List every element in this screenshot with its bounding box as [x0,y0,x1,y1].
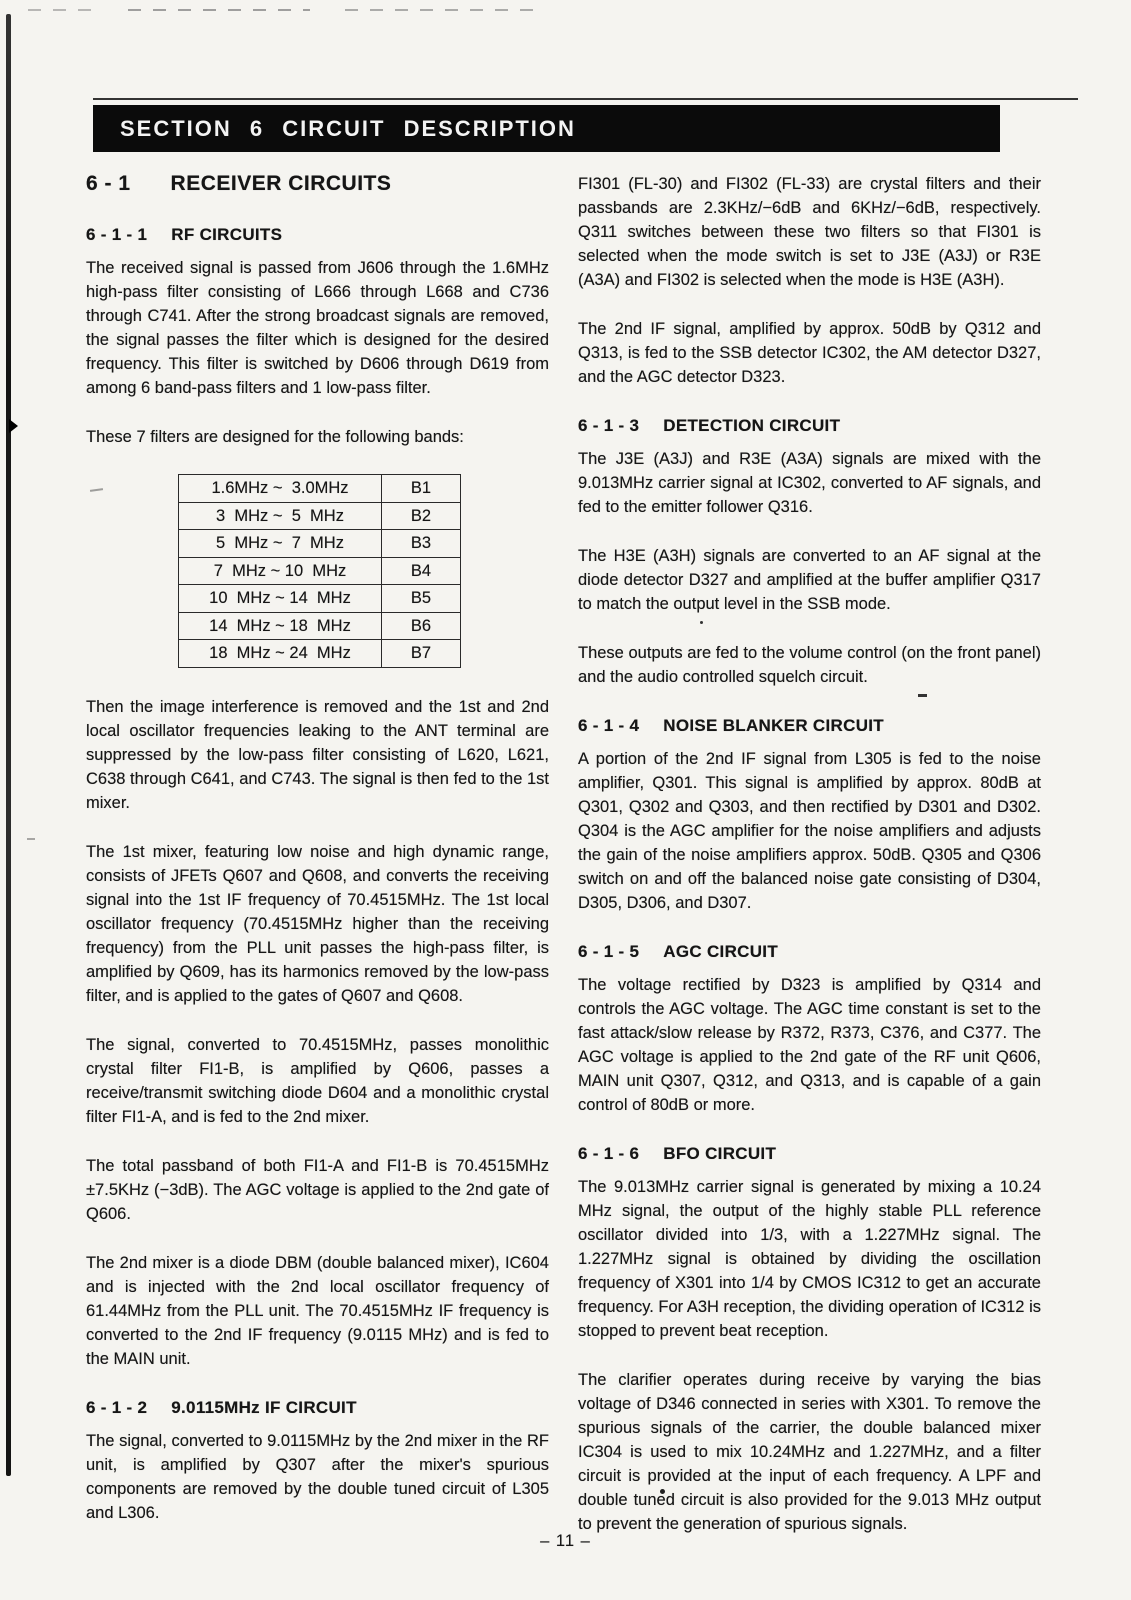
heading-title: RECEIVER CIRCUITS [170,172,392,195]
section-header-bar [93,105,1000,152]
band-range-cell: 5 MHz ~ 7 MHz [179,530,382,558]
heading-title: RF CIRCUITS [171,225,283,244]
heading-6-1-2-if-circuit [86,1396,549,1420]
scan-binding-notch [9,419,18,433]
heading-title: DETECTION CIRCUIT [663,416,841,435]
bfo-paragraph-1: The 9.013MHz carrier signal is generated by mixing a 10.24 MHz signal, the output of the highly stable PLL reference oscillator divided into 1/3, with a 1.227MHz signal. The 1.227MHz signal is obtained by dividing the oscillation frequency of X301 into 1/4 by CMOS IC312 to get an accurate frequency. For A3H reception, the dividing operation of IC312 is stopped to prevent beat reception. [578,1178,1041,1340]
if-circuit-paragraph-3: The 2nd IF signal, amplified by approx. 50dB by Q312 and Q313, is fed to the SSB detector IC302, the AM detector D327, and the AGC detector D323. [578,320,1041,386]
agc-paragraph-1: The voltage rectified by D323 is amplified by Q314 and controls the AGC voltage. The AGC time constant is set to the fast attack/slow release by R372, R373, C376, and C377. The AGC voltage is applied to the 2nd gate of the RF unit Q606, MAIN unit Q307, Q312, and Q313, and is capable of a gain control of 80dB or more. [578,976,1041,1114]
band-id-cell: B7 [382,640,461,668]
heading-number: 6 - 1 - 3 [578,416,640,435]
table-row [179,640,461,668]
table-row [179,585,461,613]
rf-circuits-paragraph-6: The total passband of both FI1-A and FI1-B is 70.4515MHz ±7.5KHz (−3dB). The AGC voltage is applied to the 2nd gate of Q606. [86,1156,549,1223]
band-id-cell: B5 [382,585,461,613]
heading-6-1-5-agc-circuit [578,940,1041,964]
band-id-cell: B4 [382,557,461,585]
band-range-cell: 3 MHz ~ 5 MHz [179,502,382,530]
heading-title: AGC CIRCUIT [663,942,779,961]
detection-paragraph-2: The H3E (A3H) signals are converted to an AF signal at the diode detector D327 and amplified at the buffer amplifier Q317 to match the output level in the SSB mode. [578,547,1041,613]
scan-speck [27,838,35,840]
heading-number: 6 - 1 [86,172,131,195]
left-column [86,172,549,1561]
heading-number: 6 - 1 - 1 [86,225,148,244]
rf-circuits-paragraph-1: The received signal is passed from J606 through the 1.6MHz high-pass filter consisting of L666 through L668 and C736 through C741. After the strong broadcast signals are removed, the signal passes the filter which is designed for the desired frequency. This filter is switched by D606 through D619 from among 6 band-pass filters and 1 low-pass filter. [86,259,549,397]
noise-blanker-paragraph-1: A portion of the 2nd IF signal from L305 is fed to the noise amplifier, Q301. This signal is amplified by approx. 80dB at Q301, Q302 and Q303, and then rectified by D301 and D302. Q304 is the AGC amplifier for the noise amplifiers and adjusts the gain of the noise amplifiers approx. 50dB. Q305 and Q306 switch on and off the balanced noise gate consisting of D304, D305, D306, and D307. [578,750,1041,912]
rf-circuits-paragraph-5: The signal, converted to 70.4515MHz, passes monolithic crystal filter FI1-B, is amplified by Q606, passes a receive/transmit switching diode D604 and a monolithic crystal filter FI1-A, and is fed to the 2nd mixer. [86,1035,549,1126]
detection-paragraph-3: These outputs are fed to the volume control (on the front panel) and the audio controlled squelch circuit. [578,644,1041,686]
band-id-cell: B6 [382,612,461,640]
table-row [179,557,461,585]
heading-6-1-receiver-circuits [86,172,549,196]
band-range-cell: 14 MHz ~ 18 MHz [179,612,382,640]
heading-number: 6 - 1 - 5 [578,942,640,961]
scan-binding-line [6,14,11,1476]
heading-6-1-6-bfo-circuit [578,1142,1041,1166]
band-id-cell: B3 [382,530,461,558]
rf-circuits-paragraph-4: The 1st mixer, featuring low noise and high dynamic range, consists of JFETs Q607 and Q608, and converts the receiving signal into the 1st IF frequency of 70.4515MHz. The 1st local oscillator frequency (70.4515MHz higher than the receiving frequency) from the PLL unit passes the high-pass filter, is amplified by Q609, has its harmonics removed by the low-pass filter, and is applied to the gates of Q607 and Q608. [86,842,549,1005]
scan-artifact-top-dashes [345,9,535,11]
table-row [179,612,461,640]
heading-6-1-1-rf-circuits [86,223,549,247]
band-range-cell: 1.6MHz ~ 3.0MHz [179,475,382,503]
heading-6-1-3-detection-circuit [578,414,1041,438]
if-circuit-paragraph-1: The signal, converted to 9.0115MHz by the 2nd mixer in the RF unit, is amplified by Q307 after the mixer's spurious components are removed by the double tuned circuit of L305 and L306. [86,1431,549,1522]
header-top-rule [93,98,1078,100]
band-range-cell: 18 MHz ~ 24 MHz [179,640,382,668]
table-row [179,502,461,530]
band-filter-table [178,474,461,668]
heading-6-1-4-noise-blanker-circuit [578,714,1041,738]
scan-artifact-top-dashes [28,9,100,11]
heading-title: NOISE BLANKER CIRCUIT [663,716,884,735]
scan-artifact-top-dashes [128,9,310,11]
section-header-title: SECTION 6 CIRCUIT DESCRIPTION [120,115,576,141]
heading-title: BFO CIRCUIT [663,1144,777,1163]
heading-number: 6 - 1 - 2 [86,1397,148,1417]
page-number: – 11 – [540,1532,591,1550]
heading-number: 6 - 1 - 4 [578,716,640,735]
heading-number: 6 - 1 - 6 [578,1144,640,1163]
rf-circuits-paragraph-2: These 7 filters are designed for the following bands: [86,428,464,446]
table-row [179,530,461,558]
band-id-cell: B2 [382,502,461,530]
table-row [179,475,461,503]
if-circuit-paragraph-2: FI301 (FL-30) and FI302 (FL-33) are crystal filters and their passbands are 2.3KHz/−6dB and 6KHz/−6dB, respectively. Q311 switches between these two filters so that FI301 is selected when the mode switch is set to J3E (A3J) or R3E (A3A) and FI302 is selected when the mode is H3E (A3H). [578,175,1041,289]
rf-circuits-paragraph-3: Then the image interference is removed and the 1st and 2nd local oscillator frequencies leaking to the ANT terminal are suppressed by the low-pass filter consisting of L620, L621, C638 through C641, and C743. The signal is then fed to the 1st mixer. [86,697,549,812]
right-column [578,172,1041,1561]
bfo-paragraph-2: The clarifier operates during receive by varying the bias voltage of D346 connected in series with X301. To remove the spurious signals of the carrier, the double balanced mixer IC304 is used to mix 10.24MHz and 1.227MHz, and a filter circuit is provided at the input of each frequency. A LPF and double tuned circuit is also provided for the 9.013 MHz output to prevent the generation of spurious signals. [578,1371,1041,1533]
detection-paragraph-1: The J3E (A3J) and R3E (A3A) signals are mixed with the 9.013MHz carrier signal at IC302, converted to AF signals, and fed to the emitter follower Q316. [578,450,1041,516]
page-body [86,172,1041,1561]
band-range-cell: 7 MHz ~ 10 MHz [179,557,382,585]
band-range-cell: 10 MHz ~ 14 MHz [179,585,382,613]
heading-title: 9.0115MHz IF CIRCUIT [171,1397,357,1417]
band-id-cell: B1 [382,475,461,503]
rf-circuits-paragraph-7: The 2nd mixer is a diode DBM (double balanced mixer), IC604 and is injected with the 2nd local oscillator frequency of 61.44MHz from the PLL unit. The 70.4515MHz IF frequency is converted to the 2nd IF frequency (9.0115 MHz) and is fed to the MAIN unit. [86,1253,549,1368]
